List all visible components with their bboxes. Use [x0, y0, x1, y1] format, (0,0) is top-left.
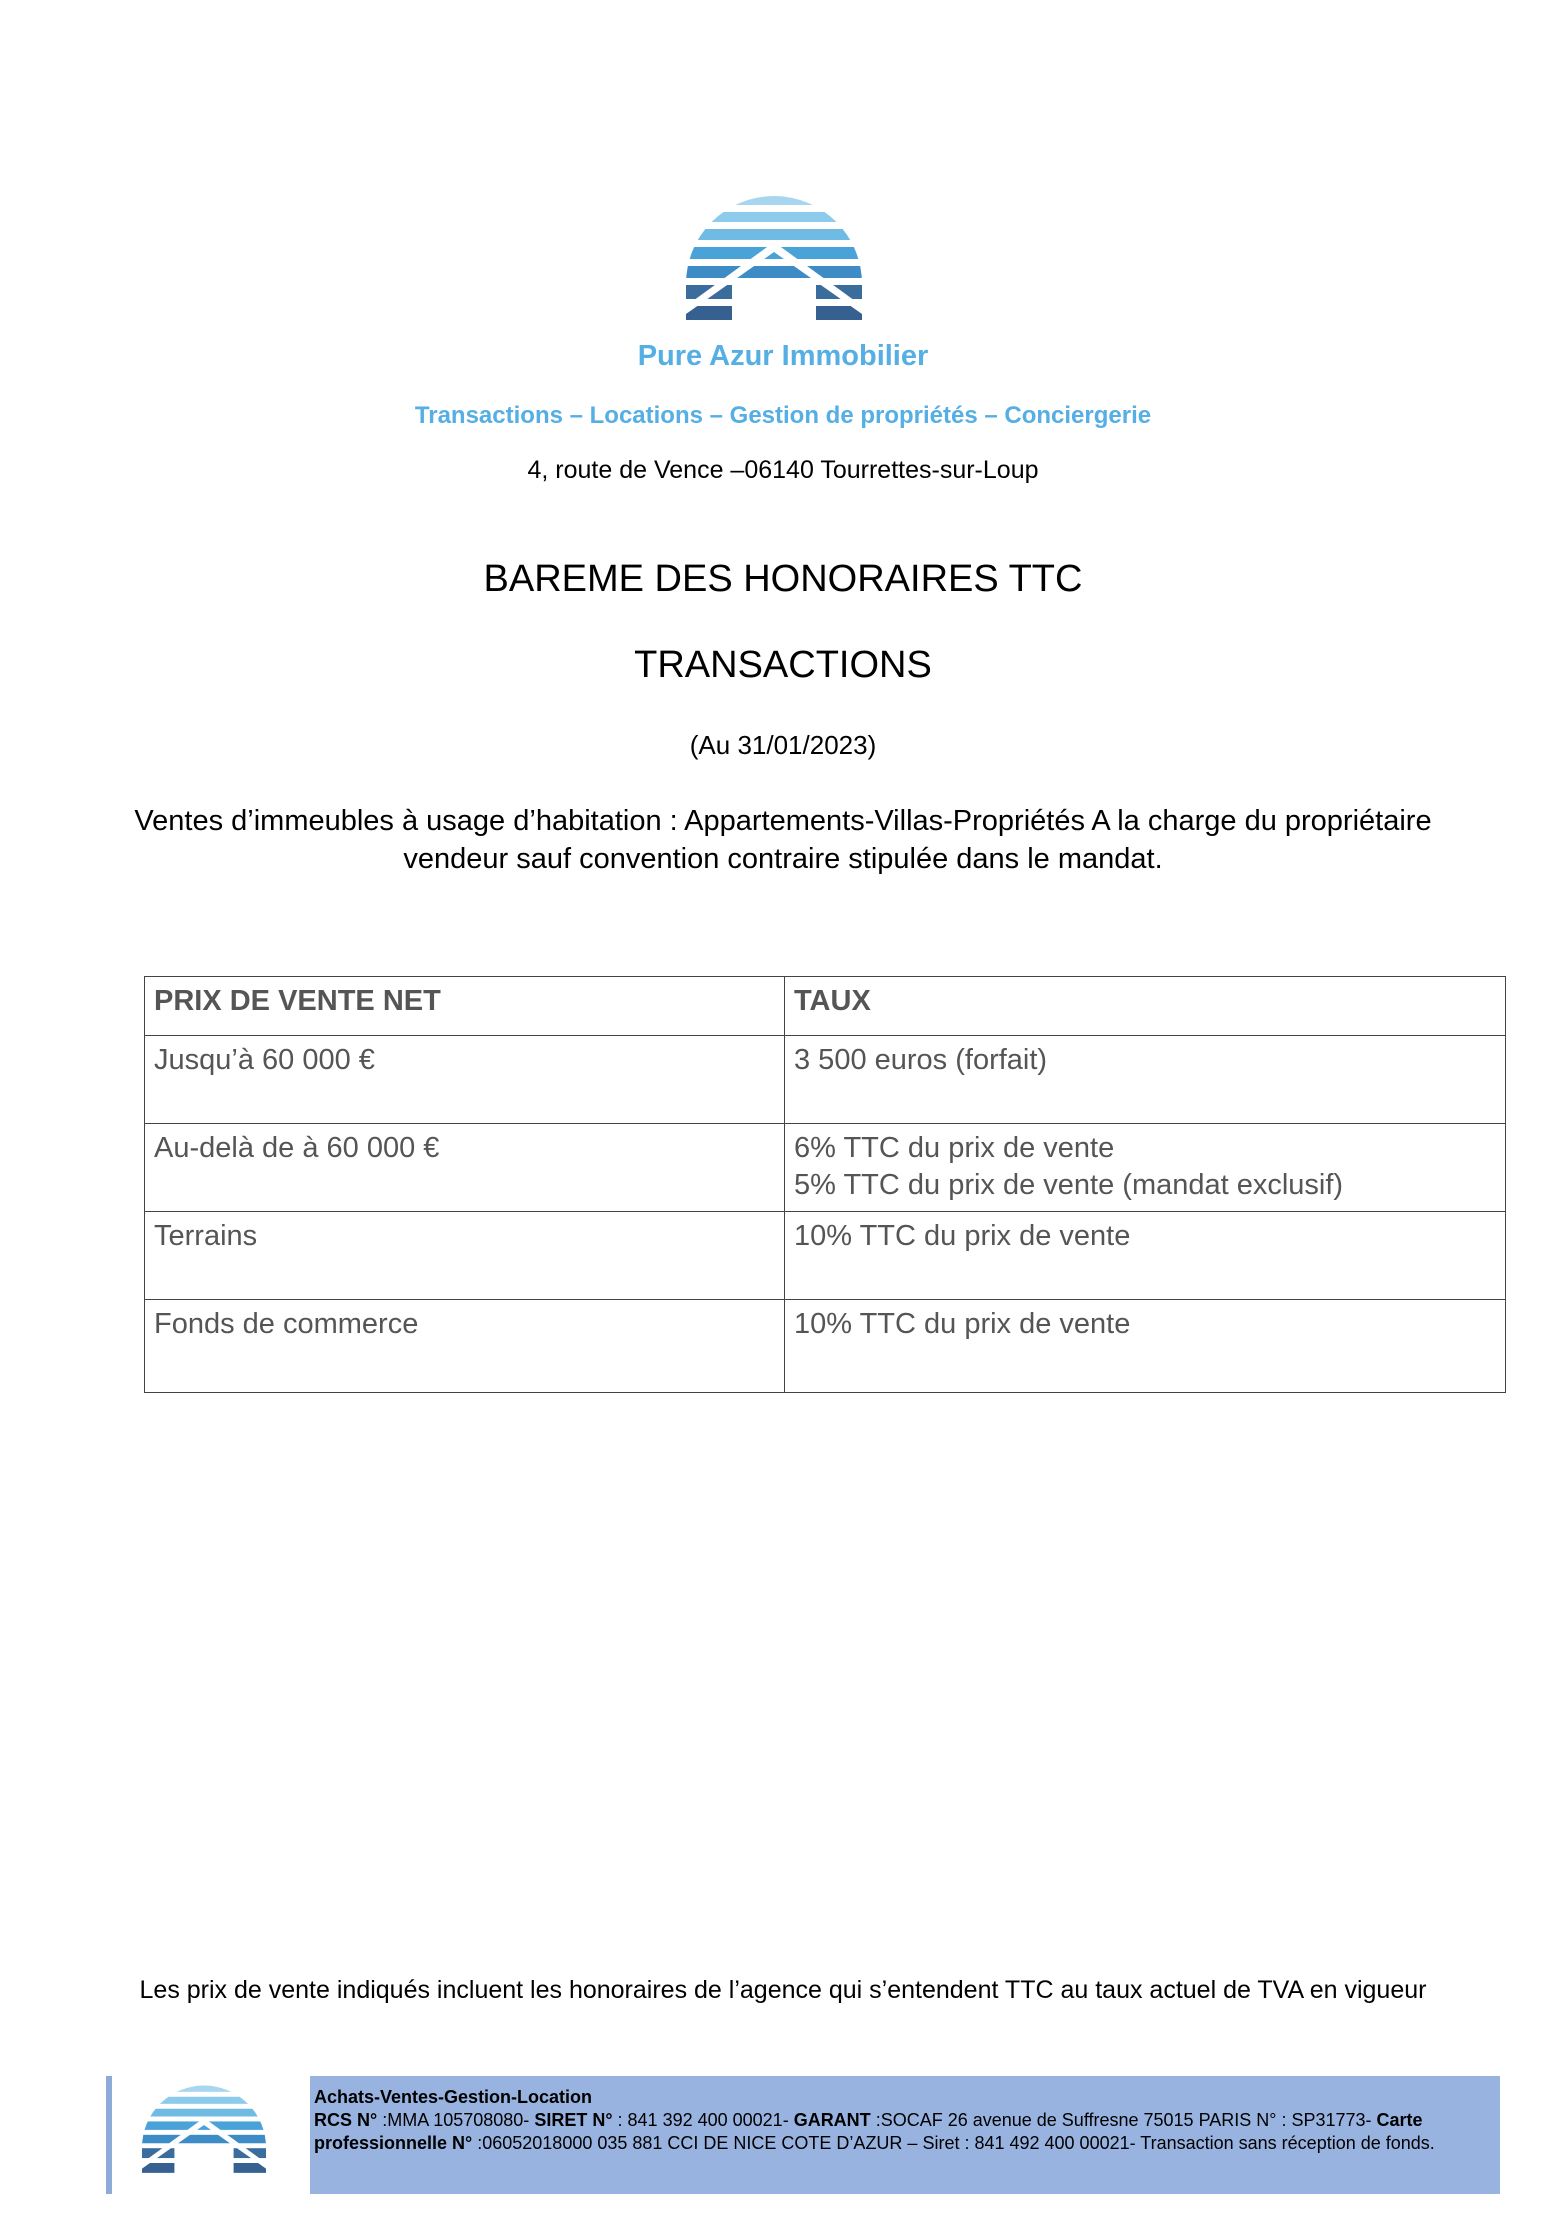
footer-accent-bar: [106, 2076, 112, 2194]
siret-value: : 841 392 400 00021-: [612, 2110, 794, 2130]
company-name: Pure Azur Immobilier: [637, 340, 929, 372]
siret-label: SIRET N°: [534, 2110, 613, 2130]
company-tagline: Transactions – Locations – Gestion de propriétés – Conciergerie: [414, 402, 1152, 429]
table-row: [145, 1036, 1506, 1124]
carte-value: :06052018000 035 881 CCI DE NICE COTE D’AZUR – Siret : 841 492 400 00021- Transaction sans réception de fonds.: [472, 2133, 1435, 2153]
cell-price: Fonds de commerce: [145, 1300, 785, 1393]
cell-rate: [785, 1300, 1506, 1393]
rate-line: 3 500 euros (forfait): [794, 1044, 1048, 1076]
table-row: [145, 1212, 1506, 1300]
cell-rate: [785, 1036, 1506, 1124]
cell-rate: [785, 1212, 1506, 1300]
footer-legal-text: [314, 2109, 1496, 2155]
rcs-label: RCS N°: [314, 2110, 378, 2130]
carte-label: Carte professionnelle N°: [314, 2110, 1423, 2153]
company-logo: [686, 196, 862, 328]
cell-price: Au-delà de à 60 000 €: [145, 1124, 785, 1212]
header-price: PRIX DE VENTE NET: [145, 977, 785, 1036]
garant-value: :SOCAF 26 avenue de Suffresne 75015 PARIS N° : SP31773-: [870, 2110, 1377, 2130]
cell-price: Jusqu’à 60 000 €: [145, 1036, 785, 1124]
page-title: BAREME DES HONORAIRES TTC: [483, 558, 1083, 600]
rate-line: 10% TTC du prix de vente: [794, 1308, 1131, 1340]
rate-line: 10% TTC du prix de vente: [794, 1220, 1131, 1252]
price-footnote: Les prix de vente indiqués incluent les honoraires de l’agence qui s’entendent TTC au taux actuel de TVA en vigueur: [139, 1976, 1427, 2004]
cell-price: Terrains: [145, 1212, 785, 1300]
footer-legal-box: [310, 2076, 1500, 2194]
intro-paragraph: Ventes d’immeubles à usage d’habitation : Appartements-Villas-Propriétés A la charge du propriétaire vendeur sauf convention contraire stipulée dans le mandat.: [134, 805, 1432, 875]
effective-date: (Au 31/01/2023): [689, 730, 877, 760]
header-rate: TAUX: [785, 977, 1506, 1036]
rcs-value: :MMA 105708080-: [377, 2110, 535, 2130]
table-header-row: [145, 977, 1506, 1036]
table-row: [145, 1124, 1506, 1212]
footer-logo: [142, 2080, 266, 2184]
rate-line: 5% TTC du prix de vente (mandat exclusif): [794, 1169, 1344, 1201]
footer-heading: Achats-Ventes-Gestion-Location: [314, 2087, 593, 2107]
cell-rate: [785, 1124, 1506, 1212]
company-address: 4, route de Vence –06140 Tourrettes-sur-Loup: [527, 456, 1039, 484]
rate-line: 6% TTC du prix de vente: [794, 1132, 1115, 1164]
table-row: [145, 1300, 1506, 1393]
garant-label: GARANT: [793, 2110, 871, 2130]
page-subtitle: TRANSACTIONS: [634, 644, 932, 686]
fees-table: [144, 976, 1506, 1393]
